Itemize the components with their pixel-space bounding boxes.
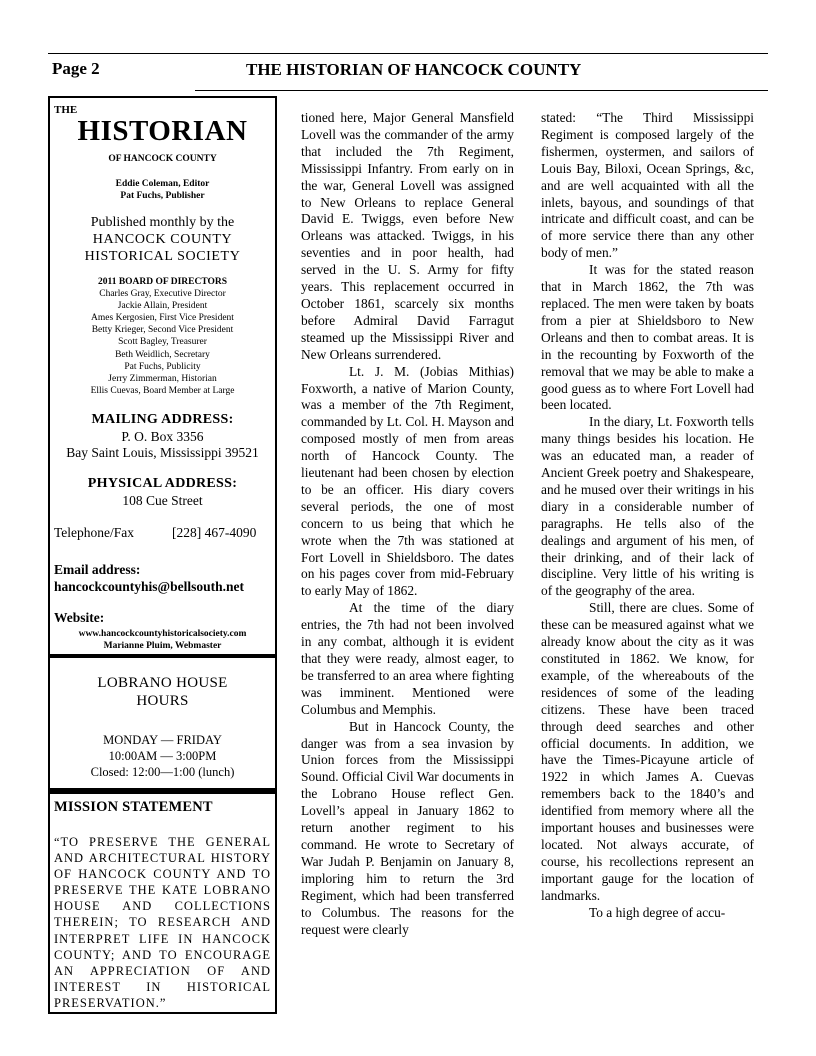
mailing-line: Bay Saint Louis, Mississippi 39521 bbox=[66, 445, 259, 460]
hours-title-line: HOURS bbox=[136, 693, 189, 709]
mission-box bbox=[48, 790, 277, 1014]
article-paragraph: But in Hancock County, the danger was from a sea invasion by Union forces from the Mississippi Sound. Official Civil War documents in the Lobrano House reflect Gen. Lovell’s appeal in January 1862 to return another regiment to his command. He wrote to Secretary of War Judah P. Benjamin on January 8, imploring him to return the 3rd Regiment, which had been transferred to Columbus. The reasons for the request were clearly bbox=[301, 718, 514, 937]
masthead-the: THE bbox=[54, 104, 78, 116]
article-paragraph: At the time of the diary entries, the 7th had not been involved in any combat, although it is evident that they were ready, almost eager, to be transferred to an area where fighting was imminent. Mentioned were Columbus and Memphis. bbox=[301, 600, 514, 717]
header-top-rule bbox=[48, 53, 768, 54]
board-member: Betty Krieger, Second Vice President bbox=[91, 325, 234, 336]
publisher-block bbox=[50, 214, 275, 265]
newsletter-running-title: THE HISTORIAN OF HANCOCK COUNTY bbox=[246, 60, 582, 79]
page-number: Page 2 bbox=[52, 59, 100, 78]
physical-line: 108 Cue Street bbox=[122, 492, 203, 508]
hours-box bbox=[48, 656, 277, 790]
article-column-2 bbox=[541, 110, 754, 922]
masthead-subtitle: OF HANCOCK COUNTY bbox=[108, 154, 217, 164]
hours-title bbox=[50, 674, 275, 710]
webmaster-line: Marianne Pluim, Webmaster bbox=[103, 641, 222, 651]
board-member: Jerry Zimmerman, Historian bbox=[108, 373, 217, 384]
board-member: Ellis Cuevas, Board Member at Large bbox=[90, 385, 235, 396]
publisher-line: Pat Fuchs, Publisher bbox=[120, 191, 205, 201]
masthead-box bbox=[48, 96, 277, 656]
mission-title: MISSION STATEMENT bbox=[54, 799, 213, 815]
society-name-line1: HANCOCK COUNTY bbox=[92, 232, 233, 247]
published-line: Published monthly by the bbox=[90, 215, 235, 230]
board-member: Ames Kergosien, First Vice President bbox=[91, 313, 234, 324]
physical-address bbox=[50, 476, 275, 509]
email-address: hancockcountyhis@bellsouth.net bbox=[54, 579, 244, 594]
physical-heading: PHYSICAL ADDRESS: bbox=[87, 476, 238, 491]
masthead-title: HISTORIAN bbox=[77, 115, 248, 147]
article-paragraph: tioned here, Major General Mansfield Lovell was the commander of the army that included the 7th Regiment, Mississippi Infantry. From early on in the war, General Lovell was assigned to New Orleans to replace General David E. Twiggs, even before New Orleans was attacked. Twiggs, in his seventies and in poor health, had served in the U. S. Army for fifty years. This replacement occurred in October 1861, scarcely six months before Admiral David Farragut steamed up the Mississippi River and New Orleans surrendered. bbox=[301, 110, 514, 362]
hours-days: MONDAY — FRIDAY bbox=[103, 733, 222, 747]
article-paragraph: Still, there are clues. Some of these can be measured against what we already know about the city as it was constituted in 1862. We know, for example, of the whereabouts of the residences of some of the leading citizens. These have been traced through deed searches and other official documents. In addition, we have the Times-Picayune article of 1922 in which James A. Cuevas remembers back to the 1840’s and identified from memory where all the important houses and businesses were located. Not always accurate, of course, his recollections represent an important gauge for the location of landmarks. bbox=[541, 600, 754, 903]
board-member: Scott Bagley, Treasurer bbox=[118, 337, 207, 348]
telephone-label: Telephone/Fax bbox=[54, 525, 135, 540]
editor-line: Eddie Coleman, Editor bbox=[115, 179, 210, 189]
telephone-number: [228] 467-4090 bbox=[172, 525, 257, 540]
hours-closed: Closed: 12:00—1:00 (lunch) bbox=[90, 765, 235, 779]
board-member: Charles Gray, Executive Director bbox=[99, 289, 226, 300]
website-url: www.hancockcountyhistoricalsociety.com bbox=[78, 629, 247, 639]
article-paragraph: In the diary, Lt. Foxworth tells many things besides his location. He was an educated man, a reader of Ancient Greek poetry and Shakespeare, and he mused over their writings in his diary in a considerable number of paragraphs. He tells also of the dealings and argument of his men, of their drinking, and of their lack of discipline. Very little of his writing is of the geography of the area. bbox=[541, 414, 754, 599]
hours-schedule bbox=[50, 732, 275, 780]
article-column-1 bbox=[301, 110, 514, 938]
board-of-directors bbox=[50, 276, 275, 397]
mailing-line: P. O. Box 3356 bbox=[121, 428, 204, 444]
board-member: Jackie Allain, President bbox=[117, 301, 208, 312]
article-paragraph: Lt. J. M. (Jobias Mithias) Foxworth, a native of Marion County, was a member of the 7th Regiment, commanded by Lt. Col. H. Mayson and composed mostly of men from areas north of Hancock County. The lieutenant had been chosen by election to be an officer. His diary covers several periods, the one of most concern to us being that which he wrote when the 7th was stationed at Fort Lovell in Shieldsboro. The dates on his pages cover from mid-February to early May of 1862. bbox=[301, 363, 514, 599]
email-label: Email address: bbox=[54, 562, 141, 577]
board-heading: 2011 BOARD OF DIRECTORS bbox=[97, 277, 228, 287]
hours-title-line: LOBRANO HOUSE bbox=[97, 675, 228, 691]
board-member: Beth Weidlich, Secretary bbox=[115, 349, 210, 360]
board-member: Pat Fuchs, Publicity bbox=[124, 361, 201, 372]
hours-time: 10:00AM — 3:00PM bbox=[108, 749, 217, 763]
website-info bbox=[50, 628, 275, 652]
website-label: Website: bbox=[54, 610, 105, 625]
mailing-heading: MAILING ADDRESS: bbox=[91, 412, 234, 427]
article-paragraph: It was for the stated reason that in March 1862, the 7th was replaced. The men were taken by boats from a pier at Shieldsboro to New Orleans and then to combat areas. It is in the recounting by Foxworth of the removal that we may be able to make a good guess as to where Fort Lovell had been located. bbox=[541, 262, 754, 413]
header-bottom-rule bbox=[195, 90, 768, 91]
mailing-address bbox=[50, 412, 275, 462]
article-paragraph: To a high degree of accu- bbox=[589, 904, 726, 920]
article-paragraph: stated: “The Third Mississippi Regiment is composed largely of the fishermen, oystermen, and sailors of Louis Bay, Biloxi, Ocean Springs, &c, and are well acquainted with all the inlets, bayous, and soundings of that intricate and difficult coast, and can be of more service there than any other body of men.” bbox=[541, 110, 754, 261]
society-name-line2: HISTORICAL SOCIETY bbox=[84, 249, 241, 264]
mission-text: “TO PRESERVE THE GENERAL AND ARCHITECTURAL HISTORY OF HANCOCK COUNTY AND TO PRESERVE THE KATE LOBRANO HOUSE AND COLLECTIONS THEREIN; TO RESEARCH AND INTERPRET LIFE IN HANCOCK COUNTY; AND TO ENCOURAGE AN APPRECIATION OF AND INTEREST IN HISTORICAL PRESERVATION.” bbox=[54, 835, 271, 1010]
masthead-staff bbox=[50, 178, 275, 202]
email-block bbox=[54, 561, 244, 595]
